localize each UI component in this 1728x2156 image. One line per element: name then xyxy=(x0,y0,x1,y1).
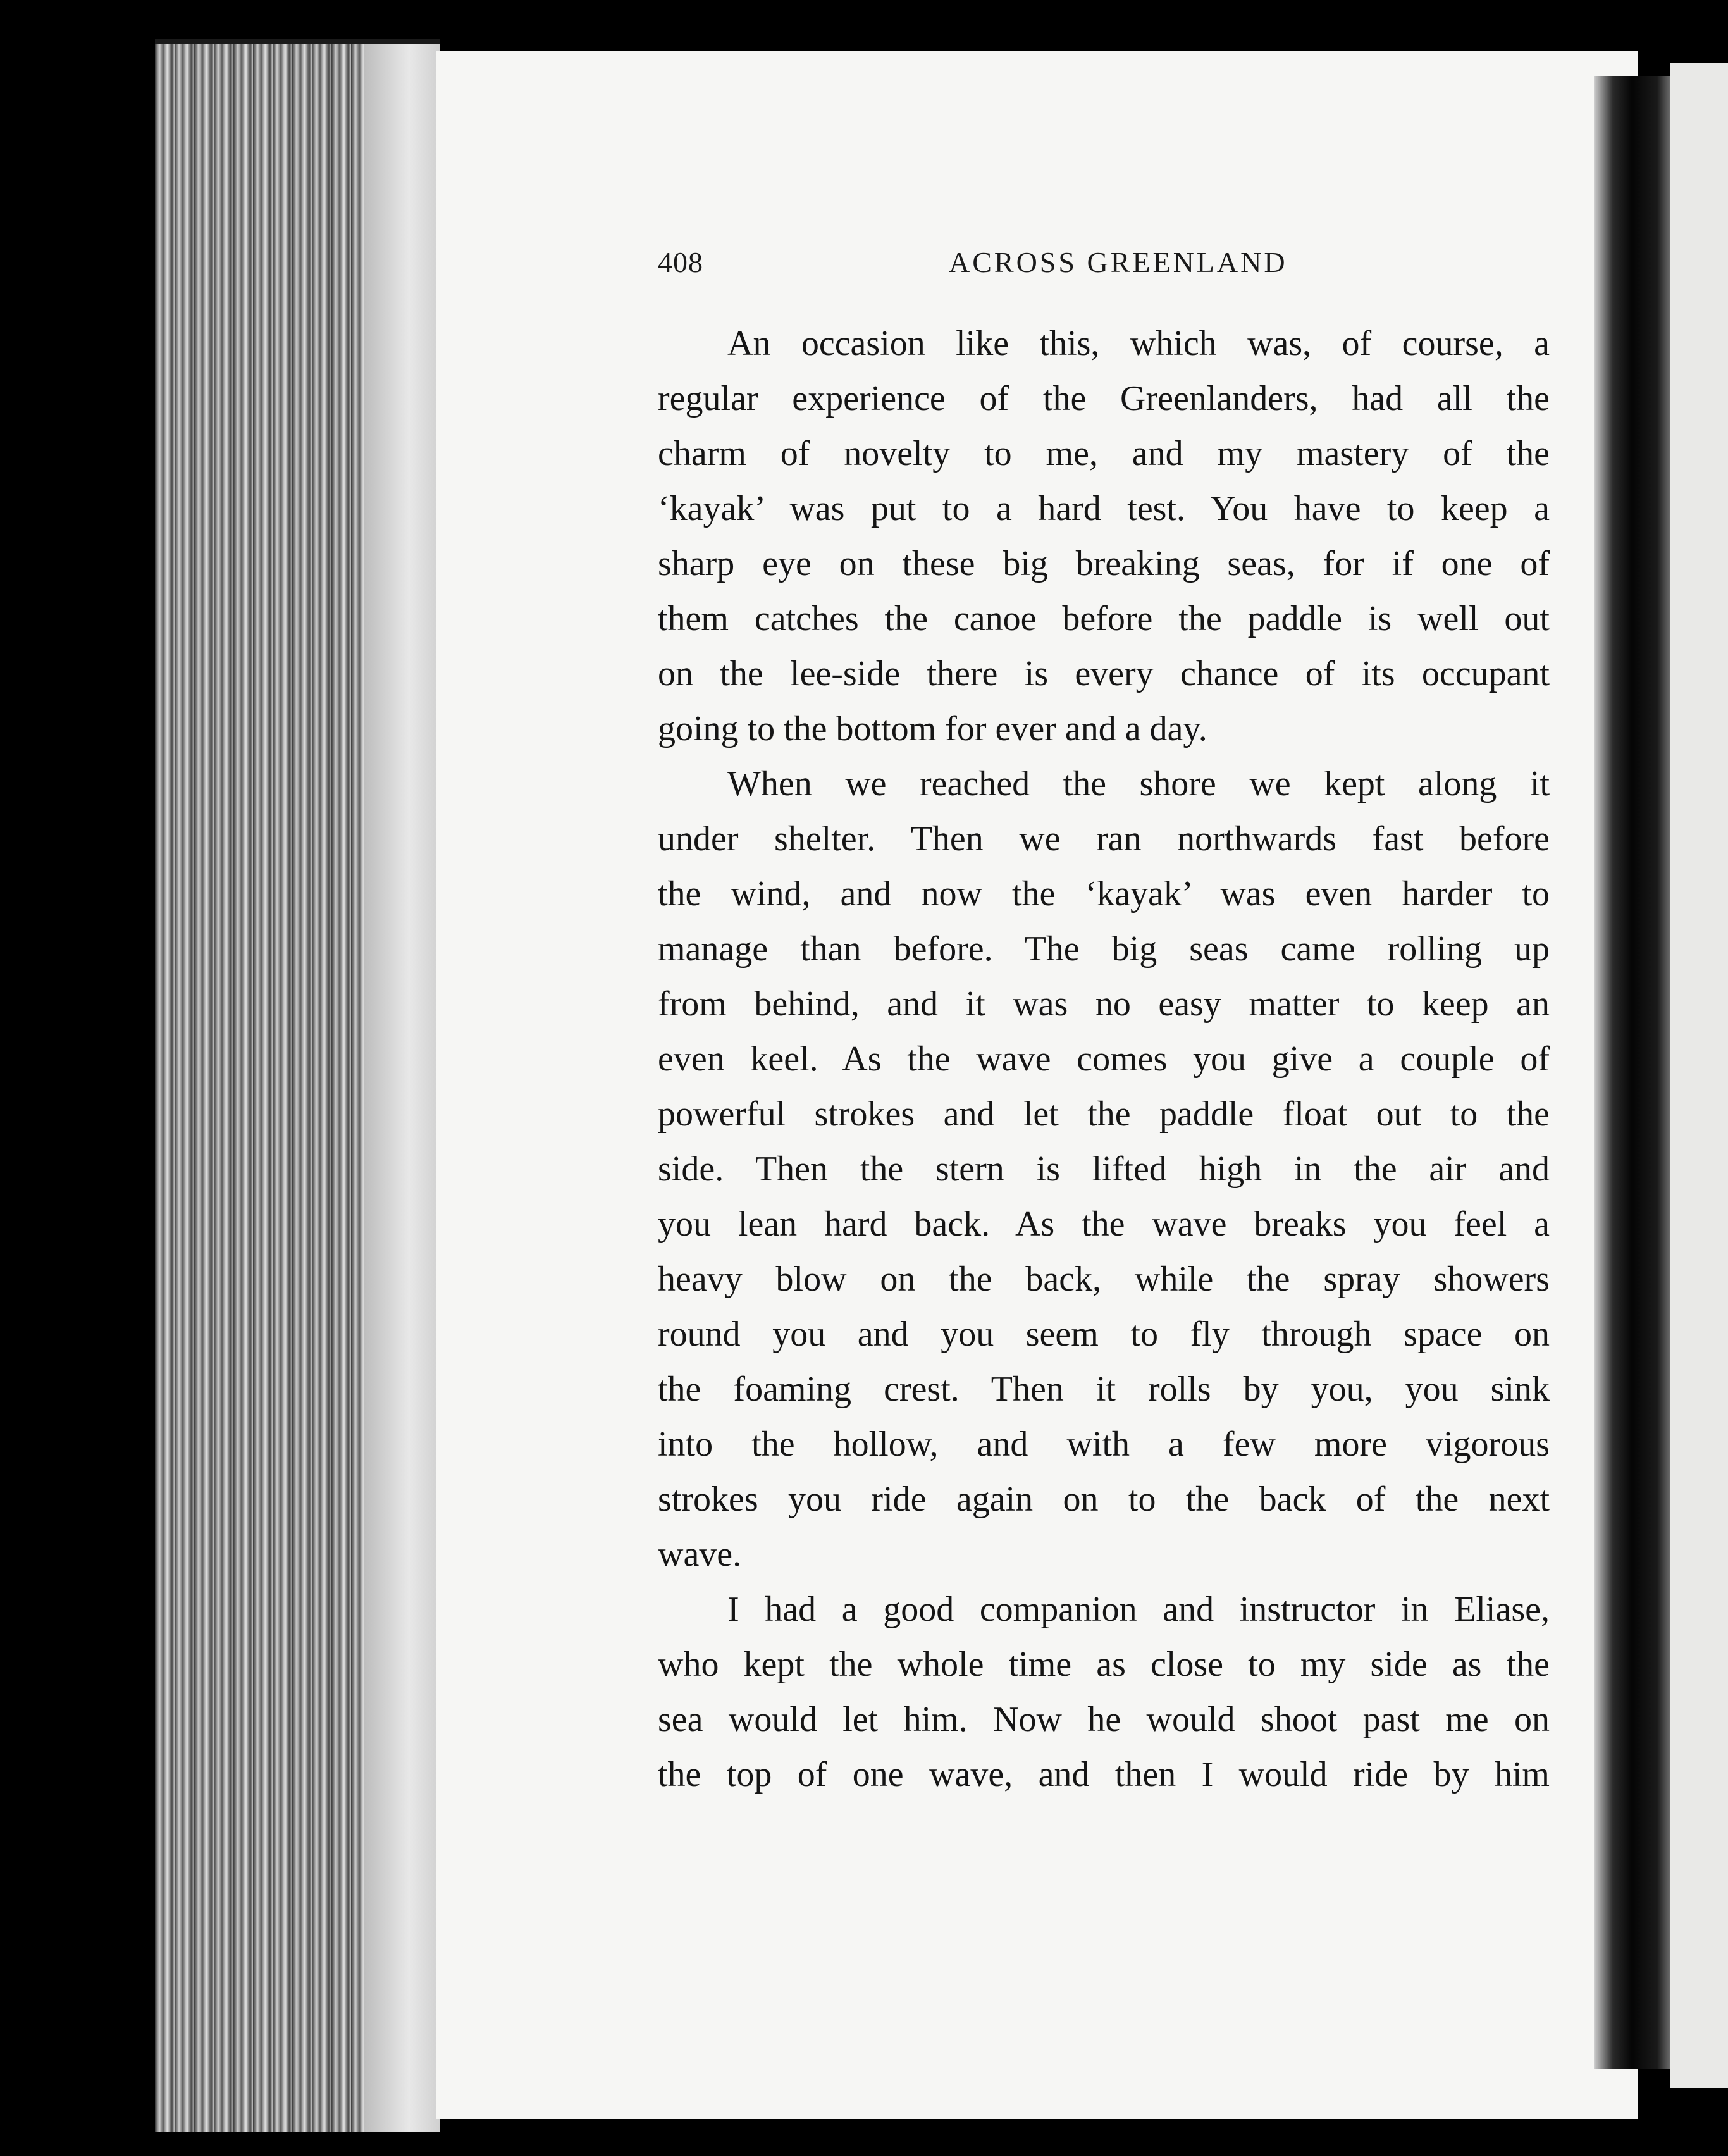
text-line: the foaming crest. Then it rolls by you, you sink xyxy=(658,1370,1550,1409)
text-line: wave. xyxy=(658,1535,742,1574)
text-line: them catches the canoe before the paddle is well out xyxy=(658,599,1550,638)
paragraph xyxy=(658,316,1550,757)
text-line: sea would let him. Now he would shoot past me on xyxy=(658,1700,1550,1739)
facing-page-edge xyxy=(1670,63,1728,2088)
text-line: on the lee-side there is every chance of its occupant xyxy=(658,654,1550,693)
text-line: An occasion like this, which was, of course, a xyxy=(727,324,1550,363)
text-line: When we reached the shore we kept along it xyxy=(727,764,1550,803)
text-line: regular experience of the Greenlanders, had all the xyxy=(658,379,1550,418)
text-line: side. Then the stern is lifted high in the air and xyxy=(658,1149,1550,1189)
text-line: into the hollow, and with a few more vigorous xyxy=(658,1425,1550,1464)
book-gutter-shadow xyxy=(1594,76,1670,2069)
text-line: who kept the whole time as close to my side as the xyxy=(658,1645,1550,1684)
text-line: going to the bottom for ever and a day. xyxy=(658,709,1207,748)
running-head-title: ACROSS GREENLAND xyxy=(949,246,1288,278)
text-line: the wind, and now the ‘kayak’ was even harder to xyxy=(658,874,1550,914)
text-line: ‘kayak’ was put to a hard test. You have to keep a xyxy=(658,489,1550,528)
text-line: round you and you seem to fly through space on xyxy=(658,1315,1550,1354)
text-line: from behind, and it was no easy matter to keep an xyxy=(658,984,1550,1024)
text-line: you lean hard back. As the wave breaks you feel a xyxy=(658,1205,1550,1244)
text-line: charm of novelty to me, and my mastery of the xyxy=(658,434,1550,473)
text-line: even keel. As the wave comes you give a couple of xyxy=(658,1039,1550,1079)
text-line: under shelter. Then we ran northwards fast before xyxy=(658,819,1550,858)
body-text xyxy=(658,316,1550,1802)
text-line: sharp eye on these big breaking seas, for if one of xyxy=(658,544,1550,583)
page-number: 408 xyxy=(658,246,703,278)
paragraph xyxy=(658,757,1550,1582)
text-line: I had a good companion and instructor in Eliase, xyxy=(727,1590,1550,1629)
text-line: manage than before. The big seas came rolling up xyxy=(658,929,1550,969)
book-page-edges xyxy=(155,39,440,2132)
running-head xyxy=(658,245,1543,283)
text-line: the top of one wave, and then I would ride by him xyxy=(658,1755,1550,1794)
paragraph xyxy=(658,1582,1550,1802)
text-line: strokes you ride again on to the back of the next xyxy=(658,1480,1550,1519)
text-line: heavy blow on the back, while the spray showers xyxy=(658,1260,1550,1299)
text-line: powerful strokes and let the paddle float out to the xyxy=(658,1094,1550,1134)
